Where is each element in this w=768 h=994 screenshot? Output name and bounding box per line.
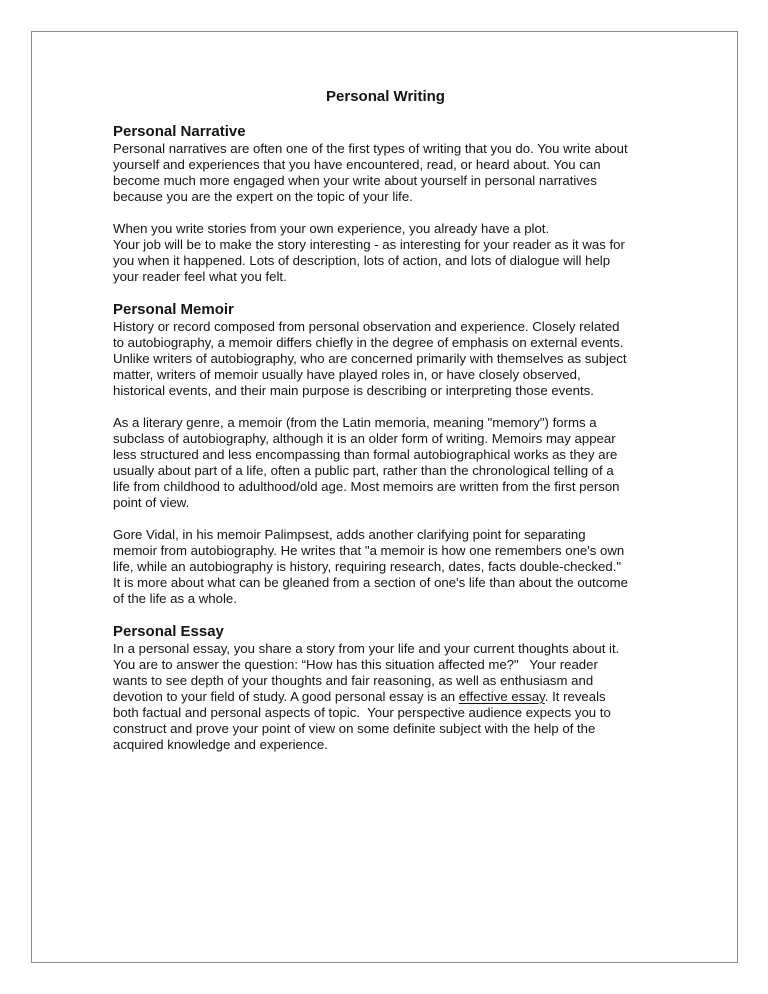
- document-page: [31, 31, 738, 963]
- section-heading-personal-essay: Personal Essay: [113, 623, 224, 640]
- paragraph: When you write stories from your own experience, you already have a plot. Your job will be to make the story interesting - as interesting for your reader as it was for you when it happened. Lots of description, lots of action, and lots of dialogue will help your reader feel what you felt.: [113, 221, 625, 284]
- document-title: Personal Writing: [326, 88, 445, 105]
- document-content: [32, 32, 658, 753]
- paragraph: As a literary genre, a memoir (from the Latin memoria, meaning "memory") forms a subclass of autobiography, although it is an older form of writing. Memoirs may appear less structured and less encompassing than formal autobiographical works as they are usually about part of a life, often a public part, rather than the chronological telling of a life from childhood to adulthood/old age. Most memoirs are written from the first person point of view.: [113, 415, 620, 510]
- paragraph: History or record composed from personal observation and experience. Closely related to autobiography, a memoir differs chiefly in the degree of emphasis on external events. Unlike writers of autobiography, who are concerned primarily with themselves as subject matter, writers of memoir usually have played roles in, or have closely observed, historical events, and their main purpose is describing or interpreting those events.: [113, 319, 627, 398]
- section-personal-memoir: [113, 301, 658, 607]
- paragraph: Personal narratives are often one of the first types of writing that you do. You write about yourself and experiences that you have encountered, read, or heard about. You can become much more engaged when your write about yourself in personal narratives because you are the expert on the topic of your life.: [113, 141, 628, 204]
- paragraph: In a personal essay, you share a story from your life and your current thoughts about it. You are to answer the question: “How has this situation affected me?" Your reader wants to see depth of your thoughts and fair reasoning, as well as enthusiasm and devotion to your field of study. A good personal essay is an effective essay. It reveals both factual and personal aspects of topic. Your perspective audience expects you to construct and prove your point of view on some definite subject with the help of the acquired knowledge and experience.: [113, 641, 620, 752]
- section-personal-essay: [113, 623, 658, 753]
- section-personal-narrative: [113, 123, 658, 285]
- paragraph: Gore Vidal, in his memoir Palimpsest, adds another clarifying point for separating memoir from autobiography. He writes that "a memoir is how one remembers one's own life, while an autobiography is history, requiring research, dates, facts double-checked." It is more about what can be gleaned from a section of one's life than about the outcome of the life as a whole.: [113, 527, 628, 606]
- section-heading-personal-memoir: Personal Memoir: [113, 301, 234, 318]
- section-heading-personal-narrative: Personal Narrative: [113, 123, 246, 140]
